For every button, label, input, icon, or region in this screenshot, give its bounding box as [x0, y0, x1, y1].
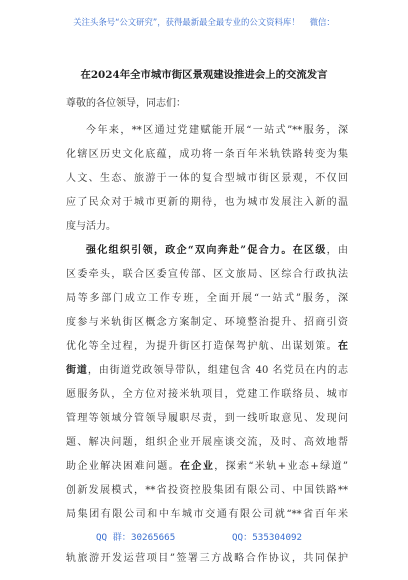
section-heading: 强化组织引领，政企“双向奔赴”促合力。 [86, 245, 293, 256]
paragraph-line: 人文、生态、旅游于一体的复合型城市街区景观，不仅回 [66, 173, 348, 184]
paragraph-bold-fragment: 在 [338, 341, 348, 352]
paragraph-line [66, 340, 348, 354]
paragraph-line: 题、解决问题，组织企业开展座谈交流，及时、高效地帮 [66, 437, 348, 448]
paragraph-line [66, 460, 348, 474]
paragraph-line: 管理等领域分管领导履职尽责，到一线听取意见、发现问 [66, 413, 348, 424]
paragraph-line: 化辖区历史文化底蕴，成功将一条百年米轨铁路转变为集 [66, 149, 348, 160]
section-heading-line [86, 244, 348, 258]
paragraph-line [66, 364, 348, 378]
paragraph-line: 局集团有限公司和中车城市交通有限公司就“**省百年米 [66, 509, 348, 520]
paragraph-fragment: 优化等全过程，为提升街区打造保驾护航、出谋划策。 [66, 341, 338, 352]
paragraph-line: 度参与米轨街区概念方案制定、环境整治提升、招商引资 [66, 317, 348, 328]
header-banner [0, 16, 408, 28]
paragraph-fragment: ，由 [326, 245, 348, 256]
paragraph-fragment: ，由街道党政领导带队，组建包含 40 名党员在内的志 [87, 365, 348, 376]
paragraph-line: 度与活力。 [66, 221, 116, 232]
paragraph-line: 今年来，**区通过党建赋能开展“一站式”**服务，深 [86, 125, 348, 136]
paragraph-line: 局等多部门成立工作专班，全面开展“一站式”服务，深 [66, 293, 348, 304]
qq-group-link[interactable]: QQ 群：30265665 [96, 532, 176, 543]
header-notice-link[interactable]: 关注头条号“公文研究”，获得最新最全最专业的公文资料库！ [73, 17, 300, 27]
paragraph-line: 愿服务队，全方位对接米轨项目，党建工作联络员、城市 [66, 389, 348, 400]
salutation: 尊敬的各位领导，同志们： [66, 98, 186, 109]
header-wechat-label: 微信： [309, 17, 335, 27]
paragraph-line: 轨旅游开发运营项目”签署三方战略合作协议，共同保护 [66, 553, 348, 564]
paragraph-line: 创新发展模式，**省投资控股集团有限公司、中国铁路** [66, 485, 348, 496]
enterprise-level-label: 在企业 [180, 461, 215, 472]
paragraph-line: 应了民众对于城市更新的期待，也为城市发展注入新的温 [66, 197, 348, 208]
district-level-label: 在区级 [292, 245, 327, 256]
qq-contact-link[interactable]: QQ：535304092 [232, 532, 303, 543]
paragraph-line: 区委牵头，联合区委宣传部、区文旅局、区综合行政执法 [66, 269, 348, 280]
street-level-label: 街道 [66, 365, 88, 376]
footer-bar [0, 530, 408, 546]
paragraph-fragment: ，探索“米轨+业态+绿道” [214, 461, 349, 472]
paragraph-fragment: 助企业解决困难问题。 [66, 461, 181, 472]
document-title: 在2024年全市城市街区景观建设推进会上的交流发言 [80, 69, 328, 81]
